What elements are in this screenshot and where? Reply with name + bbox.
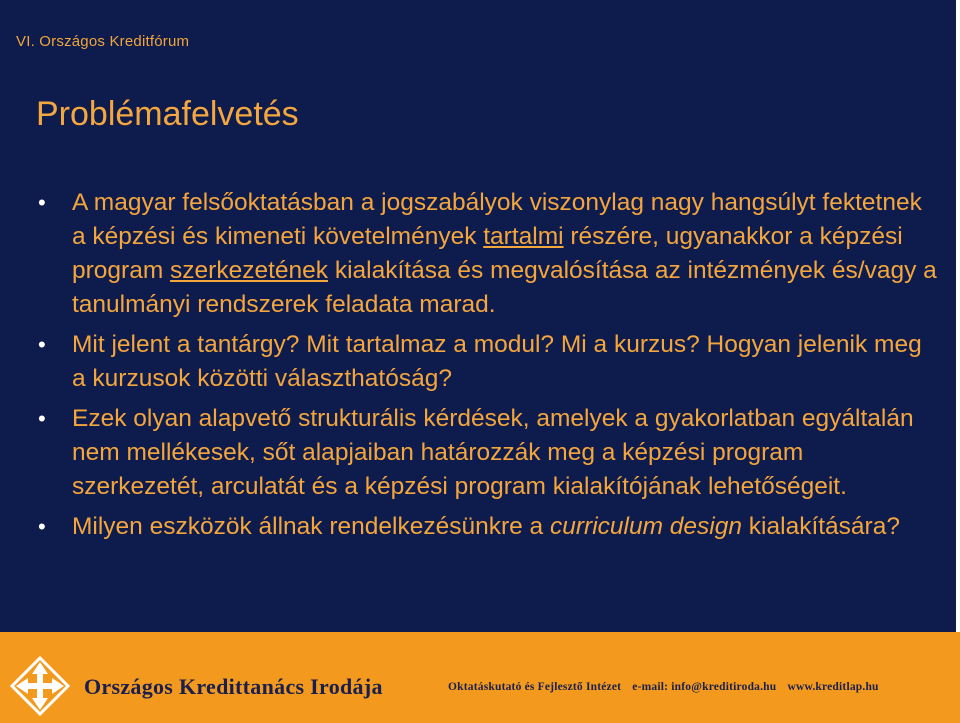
website-text: www.kreditlap.hu — [787, 681, 879, 693]
bullet-text: kialakítása és megvalósítása az intézmények és/vagy a tanulmányi rendszerek feladata marad. — [72, 257, 937, 318]
contact-line — [448, 681, 887, 693]
bullet-text: kialakítására? — [742, 513, 900, 540]
email-text: e-mail: info@kreditiroda.hu — [632, 681, 777, 693]
bullet-text: Milyen eszközök állnak rendelkezésünkre a — [72, 513, 550, 540]
organization-name: Országos Kredittanács Irodája — [84, 674, 383, 699]
bullet-item — [38, 186, 938, 322]
bullet-underlined-text: szerkezetének — [170, 257, 329, 284]
bullet-item — [38, 510, 938, 544]
slide-title: Problémafelvetés — [36, 95, 299, 133]
bullet-text: A magyar felsőoktatásban a jogszabályok viszonylag nagy hangsúlyt fektetnek a képzési és kimeneti követelmények — [72, 189, 922, 250]
event-label: VI. Országos Kreditfórum — [16, 33, 190, 50]
bullet-text: Mit jelent a tantárgy? Mit tartalmaz a modul? Mi a kurzus? Hogyan jelenik meg a kurzusok közötti választhatóság? — [72, 331, 922, 392]
bullet-italic-text: curriculum design — [550, 513, 742, 540]
institute-name: Oktatáskutató és Fejlesztő Intézet — [448, 681, 622, 693]
footer-bar — [0, 632, 960, 723]
bullet-text: részére, ugyanakkor a képzési program — [72, 223, 903, 284]
bullet-underlined-text: tartalmi — [483, 223, 564, 250]
bullet-text: Ezek olyan alapvető strukturális kérdések, amelyek a gyakorlatban egyáltalán nem mellékesek, sőt alapjaiban határozzák meg a képzési program szerkezetét, arculatát és a képzési program kialakítójának lehetőségeit. — [72, 405, 914, 500]
bullet-item — [38, 402, 938, 504]
bullet-list — [38, 186, 938, 544]
compass-arrows-logo-icon — [8, 654, 72, 718]
bullet-item — [38, 328, 938, 396]
